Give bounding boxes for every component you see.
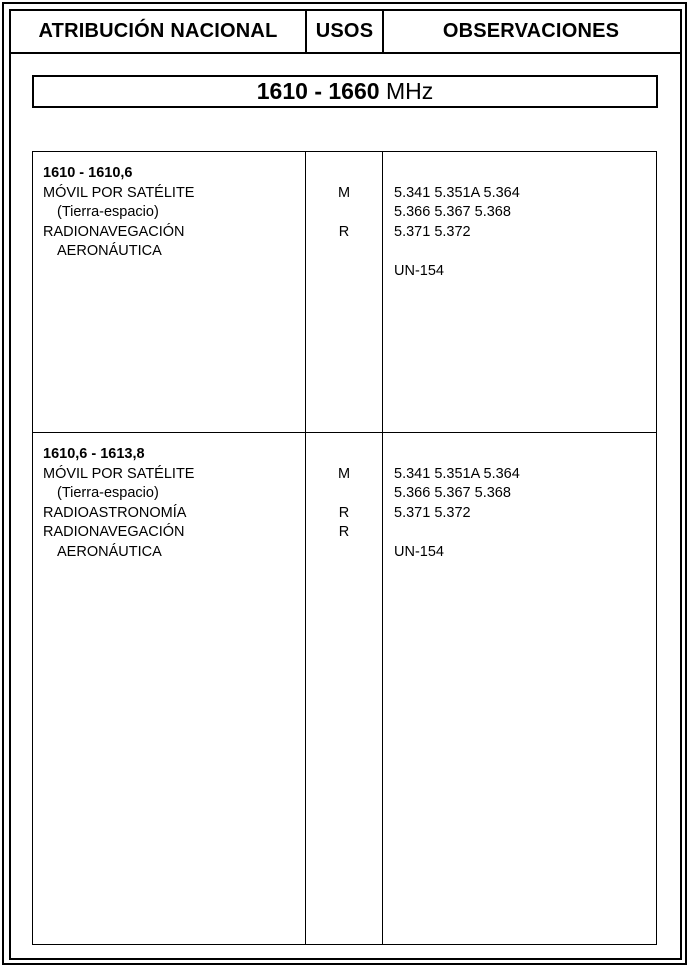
row2-obs-line3: 5.371 5.372 [394, 504, 471, 521]
row1-uses [306, 184, 382, 243]
row2-service-aeronautical: AERONÁUTICA [57, 543, 162, 560]
row2-attribution [43, 445, 301, 562]
row2-obs-line1: 5.341 5.351A 5.364 [394, 465, 520, 482]
row1-observations [394, 184, 652, 282]
row2-obs-line2: 5.366 5.367 5.368 [394, 485, 511, 501]
range-end: 1660 [328, 78, 380, 104]
row2-use-radionav: R [338, 524, 350, 540]
range-separator: - [314, 78, 322, 104]
range-unit: MHz [385, 78, 434, 104]
row2-uses [306, 465, 382, 543]
row2-service-mobile-satellite: MÓVIL POR SATÉLITE [43, 465, 195, 482]
header-uses: USOS [315, 20, 374, 42]
row2-obs-un-note: UN-154 [394, 543, 444, 560]
row1-service-radionavigation: RADIONAVEGACIÓN [43, 223, 185, 240]
header-bottom-rule [9, 52, 680, 54]
row2-service-radioastronomy: RADIOASTRONOMÍA [43, 504, 187, 521]
row1-band: 1610 - 1610,6 [43, 165, 133, 181]
header-observations: OBSERVACIONES [442, 20, 620, 42]
table-divider-1 [305, 151, 306, 945]
frequency-range-title [32, 75, 658, 108]
row1-obs-line3: 5.371 5.372 [394, 223, 471, 240]
table-divider-2 [382, 151, 383, 945]
row1-obs-un-note: UN-154 [394, 262, 444, 279]
row1-use-mobile: M [337, 184, 351, 201]
row2-service-radionavigation: RADIONAVEGACIÓN [43, 524, 185, 540]
row1-service-mobile-satellite: MÓVIL POR SATÉLITE [43, 184, 195, 201]
row2-observations [394, 465, 652, 563]
row1-obs-line1: 5.341 5.351A 5.364 [394, 184, 520, 201]
row1-attribution [43, 164, 301, 262]
row1-use-radionav: R [338, 223, 350, 240]
row1-service-aeronautical: AERONÁUTICA [57, 243, 162, 259]
header-attribution: ATRIBUCIÓN NACIONAL [38, 20, 278, 42]
row2-service-direction: (Tierra-espacio) [57, 485, 159, 501]
range-start: 1610 [256, 78, 308, 104]
row2-band: 1610,6 - 1613,8 [43, 446, 145, 462]
row1-obs-line2: 5.366 5.367 5.368 [394, 204, 511, 220]
row1-service-direction: (Tierra-espacio) [57, 204, 159, 220]
row2-use-mobile: M [337, 465, 351, 482]
row2-use-radioastronomy: R [338, 504, 350, 521]
table-row-divider [32, 432, 657, 433]
